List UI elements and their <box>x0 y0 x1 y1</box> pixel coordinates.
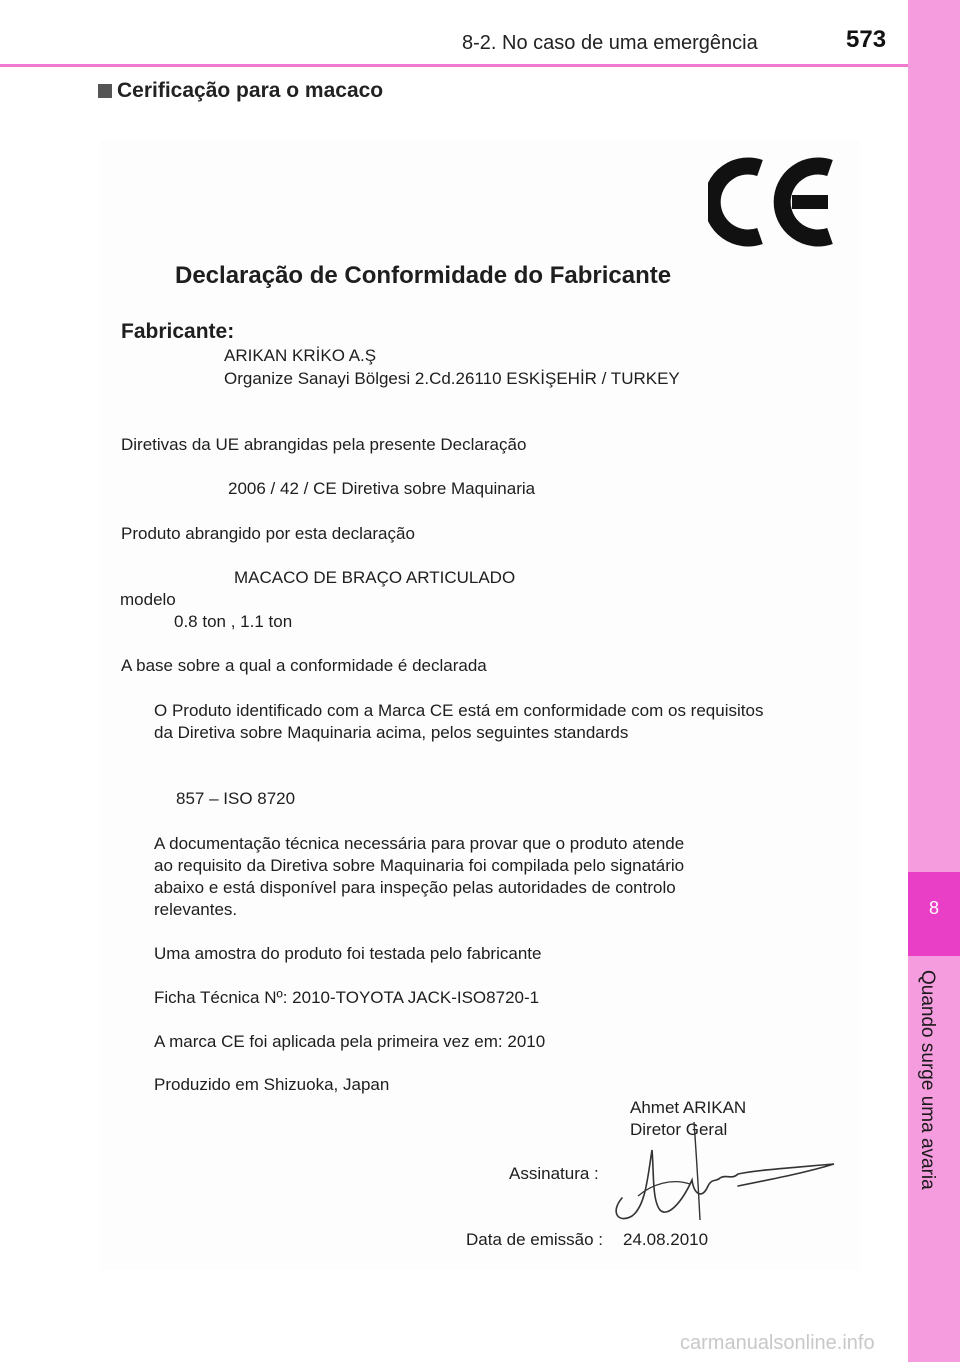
model-values: 0.8 ton , 1.1 ton <box>174 612 293 631</box>
sample-tested-text: Uma amostra do produto foi testada pelo fabricante <box>154 944 542 963</box>
document-title: Declaração de Conformidade do Fabricante <box>175 262 672 289</box>
header-divider <box>0 64 908 67</box>
directive-text: 2006 / 42 / CE Diretiva sobre Maquinaria <box>228 479 536 498</box>
produced-in-text: Produzido em Shizuoka, Japan <box>154 1075 390 1094</box>
basis-label: A base sobre a qual a conformidade é declarada <box>121 656 487 675</box>
section-title: Cerificação para o macaco <box>117 79 384 102</box>
signer-name: Ahmet ARIKAN <box>630 1098 747 1117</box>
signature-label: Assinatura : <box>509 1164 599 1183</box>
chapter-number: 8 <box>928 898 939 918</box>
documentation-line-1: A documentação técnica necessária para provar que o produto atende <box>154 834 685 853</box>
product-label: Produto abrangido por esta declaração <box>121 524 415 543</box>
ce-mark-logo <box>708 150 840 254</box>
standard-text: 857 – ISO 8720 <box>176 789 296 808</box>
handwritten-signature <box>608 1120 840 1226</box>
model-label: modelo <box>120 590 176 609</box>
issue-date-label: Data de emissão : <box>466 1230 604 1249</box>
issue-date: 24.08.2010 <box>623 1230 709 1249</box>
manufacturer-label: Fabricante: <box>121 320 235 343</box>
ce-first-applied-text: A marca CE foi aplicada pela primeira vez em: 2010 <box>154 1032 546 1051</box>
basis-line-2: da Diretiva sobre Maquinaria acima, pelos seguintes standards <box>154 723 629 742</box>
documentation-line-2: ao requisito da Diretiva sobre Maquinaria foi compilada pelo signatário <box>154 856 685 875</box>
chapter-title: Quando surge uma avaria <box>917 970 938 1190</box>
manufacturer-name: ARIKAN KRİKO A.Ş <box>224 346 377 365</box>
signer-title: Diretor Geral <box>630 1120 728 1139</box>
documentation-line-3: abaixo e está disponível para inspeção pelas autoridades de controlo <box>154 878 676 897</box>
documentation-line-4: relevantes. <box>154 900 238 919</box>
product-name: MACACO DE BRAÇO ARTICULADO <box>234 568 516 587</box>
manufacturer-address: Organize Sanayi Bölgesi 2.Cd.26110 ESKİŞEHİR / TURKEY <box>224 369 680 388</box>
directives-label: Diretivas da UE abrangidas pela presente Declaração <box>121 435 527 454</box>
basis-line-1: O Produto identificado com a Marca CE está em conformidade com os requisitos <box>154 701 764 720</box>
header-section-title: 8-2. No caso de uma emergência <box>462 32 758 54</box>
page-number: 573 <box>846 26 887 53</box>
watermark-text: carmanualsonline.info <box>680 1332 875 1354</box>
section-bullet-icon <box>98 84 112 98</box>
tech-sheet-text: Ficha Técnica Nº: 2010-TOYOTA JACK-ISO8720-1 <box>154 988 540 1007</box>
